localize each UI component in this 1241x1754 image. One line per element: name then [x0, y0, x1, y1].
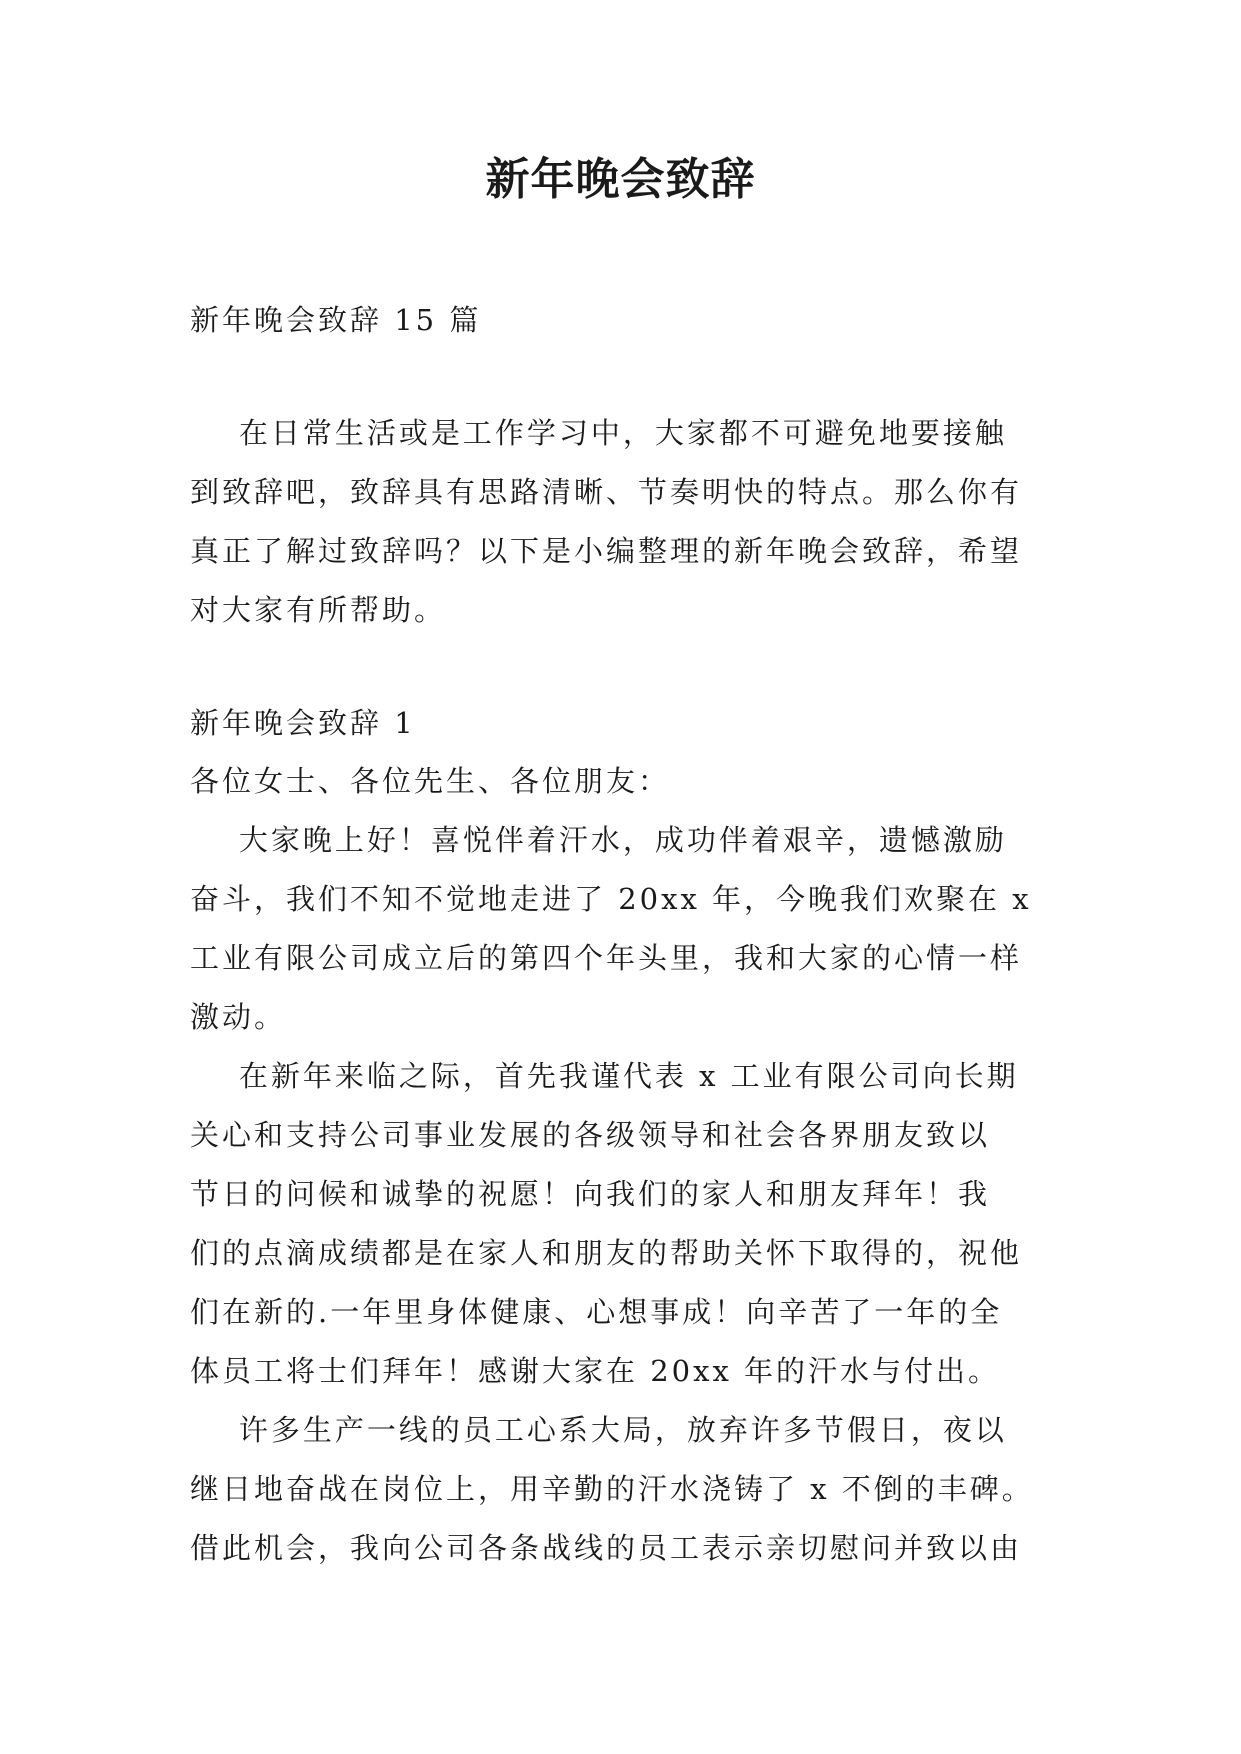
intro-line: 对大家有所帮助。	[190, 593, 447, 627]
intro-line: 到致辞吧，致辞具有思路清晰、节奏明快的特点。那么你有	[190, 475, 1023, 509]
body-line: 体员工将士们拜年！感谢大家在 20xx 年的汗水与付出。	[190, 1354, 1001, 1388]
body-line: 们在新的.一年里身体健康、心想事成！向辛苦了一年的全	[190, 1295, 1003, 1329]
body-line: 借此机会，我向公司各条战线的员工表示亲切慰问并致以由	[190, 1531, 1023, 1565]
section-heading	[190, 694, 1070, 753]
intro-line: 在日常生活或是工作学习中，大家都不可避免地要接触	[190, 416, 1007, 450]
body-line: 工业有限公司成立后的第四个年头里，我和大家的心情一样	[190, 941, 1023, 975]
body-line: 奋斗，我们不知不觉地走进了 20xx 年，今晚我们欢聚在 x	[190, 882, 1032, 916]
body-line: 各位女士、各位先生、各位朋友：	[190, 764, 671, 798]
intro-paragraph	[190, 404, 1070, 640]
body-line: 大家晚上好！喜悦伴着汗水，成功伴着艰辛，遗憾激励	[190, 823, 1007, 857]
body-line: 许多生产一线的员工心系大局，放弃许多节假日，夜以	[190, 1413, 1007, 1447]
document-subtitle	[190, 291, 1070, 350]
speech-body	[190, 752, 1070, 1578]
body-line: 们的点滴成绩都是在家人和朋友的帮助关怀下取得的，祝他	[190, 1236, 1023, 1270]
body-line: 节日的问候和诚挚的祝愿！向我们的家人和朋友拜年！我	[190, 1177, 991, 1211]
subtitle-line: 新年晚会致辞 15 篇	[190, 303, 482, 337]
body-line: 激动。	[190, 1000, 287, 1034]
body-line: 在新年来临之际，首先我谨代表 x 工业有限公司向长期	[190, 1059, 1019, 1093]
intro-line: 真正了解过致辞吗？以下是小编整理的新年晚会致辞，希望	[190, 534, 1023, 568]
body-line: 继日地奋战在岗位上，用辛勤的汗水浇铸了 x 不倒的丰碑。	[190, 1472, 1034, 1506]
document-title: 新年晚会致辞	[485, 154, 756, 205]
body-line: 关心和支持公司事业发展的各级领导和社会各界朋友致以	[190, 1118, 991, 1152]
section-title: 新年晚会致辞 1	[190, 706, 416, 740]
